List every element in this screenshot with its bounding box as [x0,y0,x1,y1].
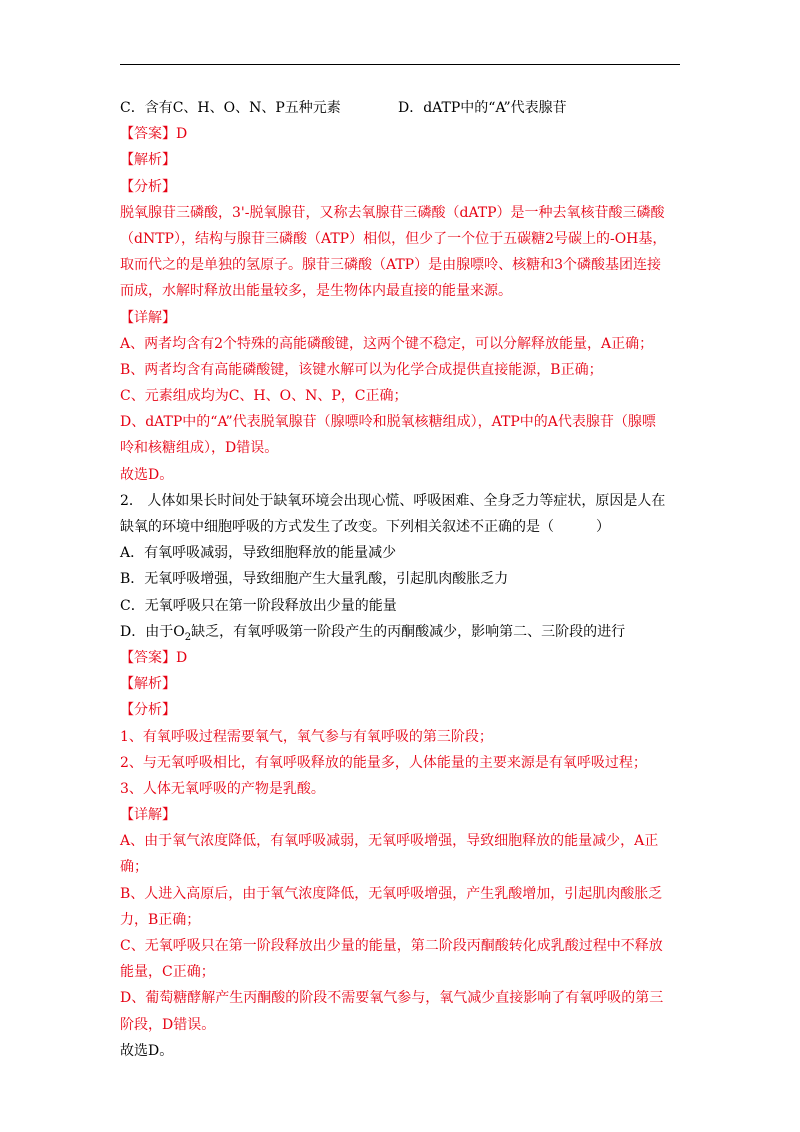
q2-option-d-pre: D．由于O [120,623,185,640]
q2-conclusion: 故选D。 [120,1042,174,1059]
q1-jiexi-heading: 【解析】 [120,152,176,169]
q1-conclusion: 故选D。 [120,466,174,483]
q2-analysis-line: 3、人体无氧呼吸的产物是乳酸。 [120,780,325,797]
q2-detail-line: 力，B正确； [120,911,201,928]
q2-detail-line: A、由于氧气浓度降低，有氧呼吸减弱，无氧呼吸增强，导致细胞释放的能量减少，A正 [120,833,659,850]
q1-xiangjie-heading: 【详解】 [120,309,176,326]
q2-xiangjie-heading: 【详解】 [120,807,176,824]
q2-detail-line: 能量，C正确； [120,964,215,981]
q1-fenxi-heading: 【分析】 [120,178,176,195]
q2-analysis-line: 2、与无氧呼吸相比，有氧呼吸释放的能量多，人体能量的主要来源是有氧呼吸过程； [120,754,647,771]
q1-analysis-line: 脱氧腺苷三磷酸，3'-脱氧腺苷，又称去氧腺苷三磷酸（dATP）是一种去氧核苷酸三磷酸 [120,204,665,221]
q1-option-c: C．含有C、H、O、N、P五种元素 [120,100,341,116]
header-rule [120,64,680,65]
q1-analysis-line: 而成，水解时释放出能量较多，是生物体内最直接的能量来源。 [120,283,512,300]
q2-option-a: A．有氧呼吸减弱，导致细胞释放的能量减少 [120,545,397,562]
q2-analysis-line: 1、有氧呼吸过程需要氧气，氧气参与有氧呼吸的第三阶段； [120,728,493,745]
q2-detail-line: C、无氧呼吸只在第一阶段释放出少量的能量，第二阶段丙酮酸转化成乳酸过程中不释放 [120,938,663,954]
q2-option-d [120,619,680,645]
q1-answer: 【答案】D [120,126,188,143]
q1-detail-line: A、两者均含有2个特殊的高能磷酸键，这两个键不稳定，可以分解释放能量，A正确； [120,335,654,352]
q2-detail-line: D、葡萄糖酵解产生丙酮酸的阶段不需要氧气参与，氧气减少直接影响了有氧呼吸的第三 [120,990,664,1007]
q2-detail-line: B、人进入高原后，由于氧气浓度降低，无氧呼吸增强，产生乳酸增加，引起肌肉酸胀乏 [120,885,663,902]
q1-detail-line: C、元素组成均为C、H、O、N、P，C正确； [120,388,408,405]
q2-answer: 【答案】D [120,649,188,666]
q2-stem-line: 缺氧的环境中细胞呼吸的方式发生了改变。下列相关叙述不正确的是（ ） [120,519,610,535]
q2-option-d-post: 缺乏，有氧呼吸第一阶段产生的丙酮酸减少，影响第二、三阶段的进行 [191,623,626,640]
q2-option-b: B．无氧呼吸增强，导致细胞产生大量乳酸，引起肌肉酸胀乏力 [120,571,509,588]
q2-option-d-sub: 2 [184,631,192,643]
q2-detail-line: 确； [120,859,148,876]
q1-detail-line: B、两者均含有高能磷酸键，该键水解可以为化学合成提供直接能源，B正确； [120,361,603,378]
q2-fenxi-heading: 【分析】 [120,702,176,719]
q1-analysis-line: 取而代之的是单独的氢原子。腺苷三磷酸（ATP）是由腺嘌呤、核糖和3个磷酸基团连接 [120,257,662,274]
q1-options-cd [120,95,680,121]
document-body [120,95,680,1064]
q2-stem-line: 2． 人体如果长时间处于缺氧环境会出现心慌、呼吸困难、全身乏力等症状，原因是人在 [120,492,666,509]
q1-detail-line: D、dATP中的“A”代表脱氧腺苷（腺嘌呤和脱氧核糖组成），ATP中的A代表腺苷（腺嘌 [120,414,656,431]
q1-detail-line: 呤和核糖组成），D错误。 [120,440,279,457]
q1-option-d: D．dATP中的“A”代表腺苷 [398,100,567,116]
q1-analysis-line: （dNTP），结构与腺苷三磷酸（ATP）相似，但少了一个位于五碳糖2号碳上的-OH基， [120,230,667,247]
q2-jiexi-heading: 【解析】 [120,676,176,693]
q2-option-c: C．无氧呼吸只在第一阶段释放出少量的能量 [120,597,397,614]
q2-detail-line: 阶段，D错误。 [120,1016,216,1033]
